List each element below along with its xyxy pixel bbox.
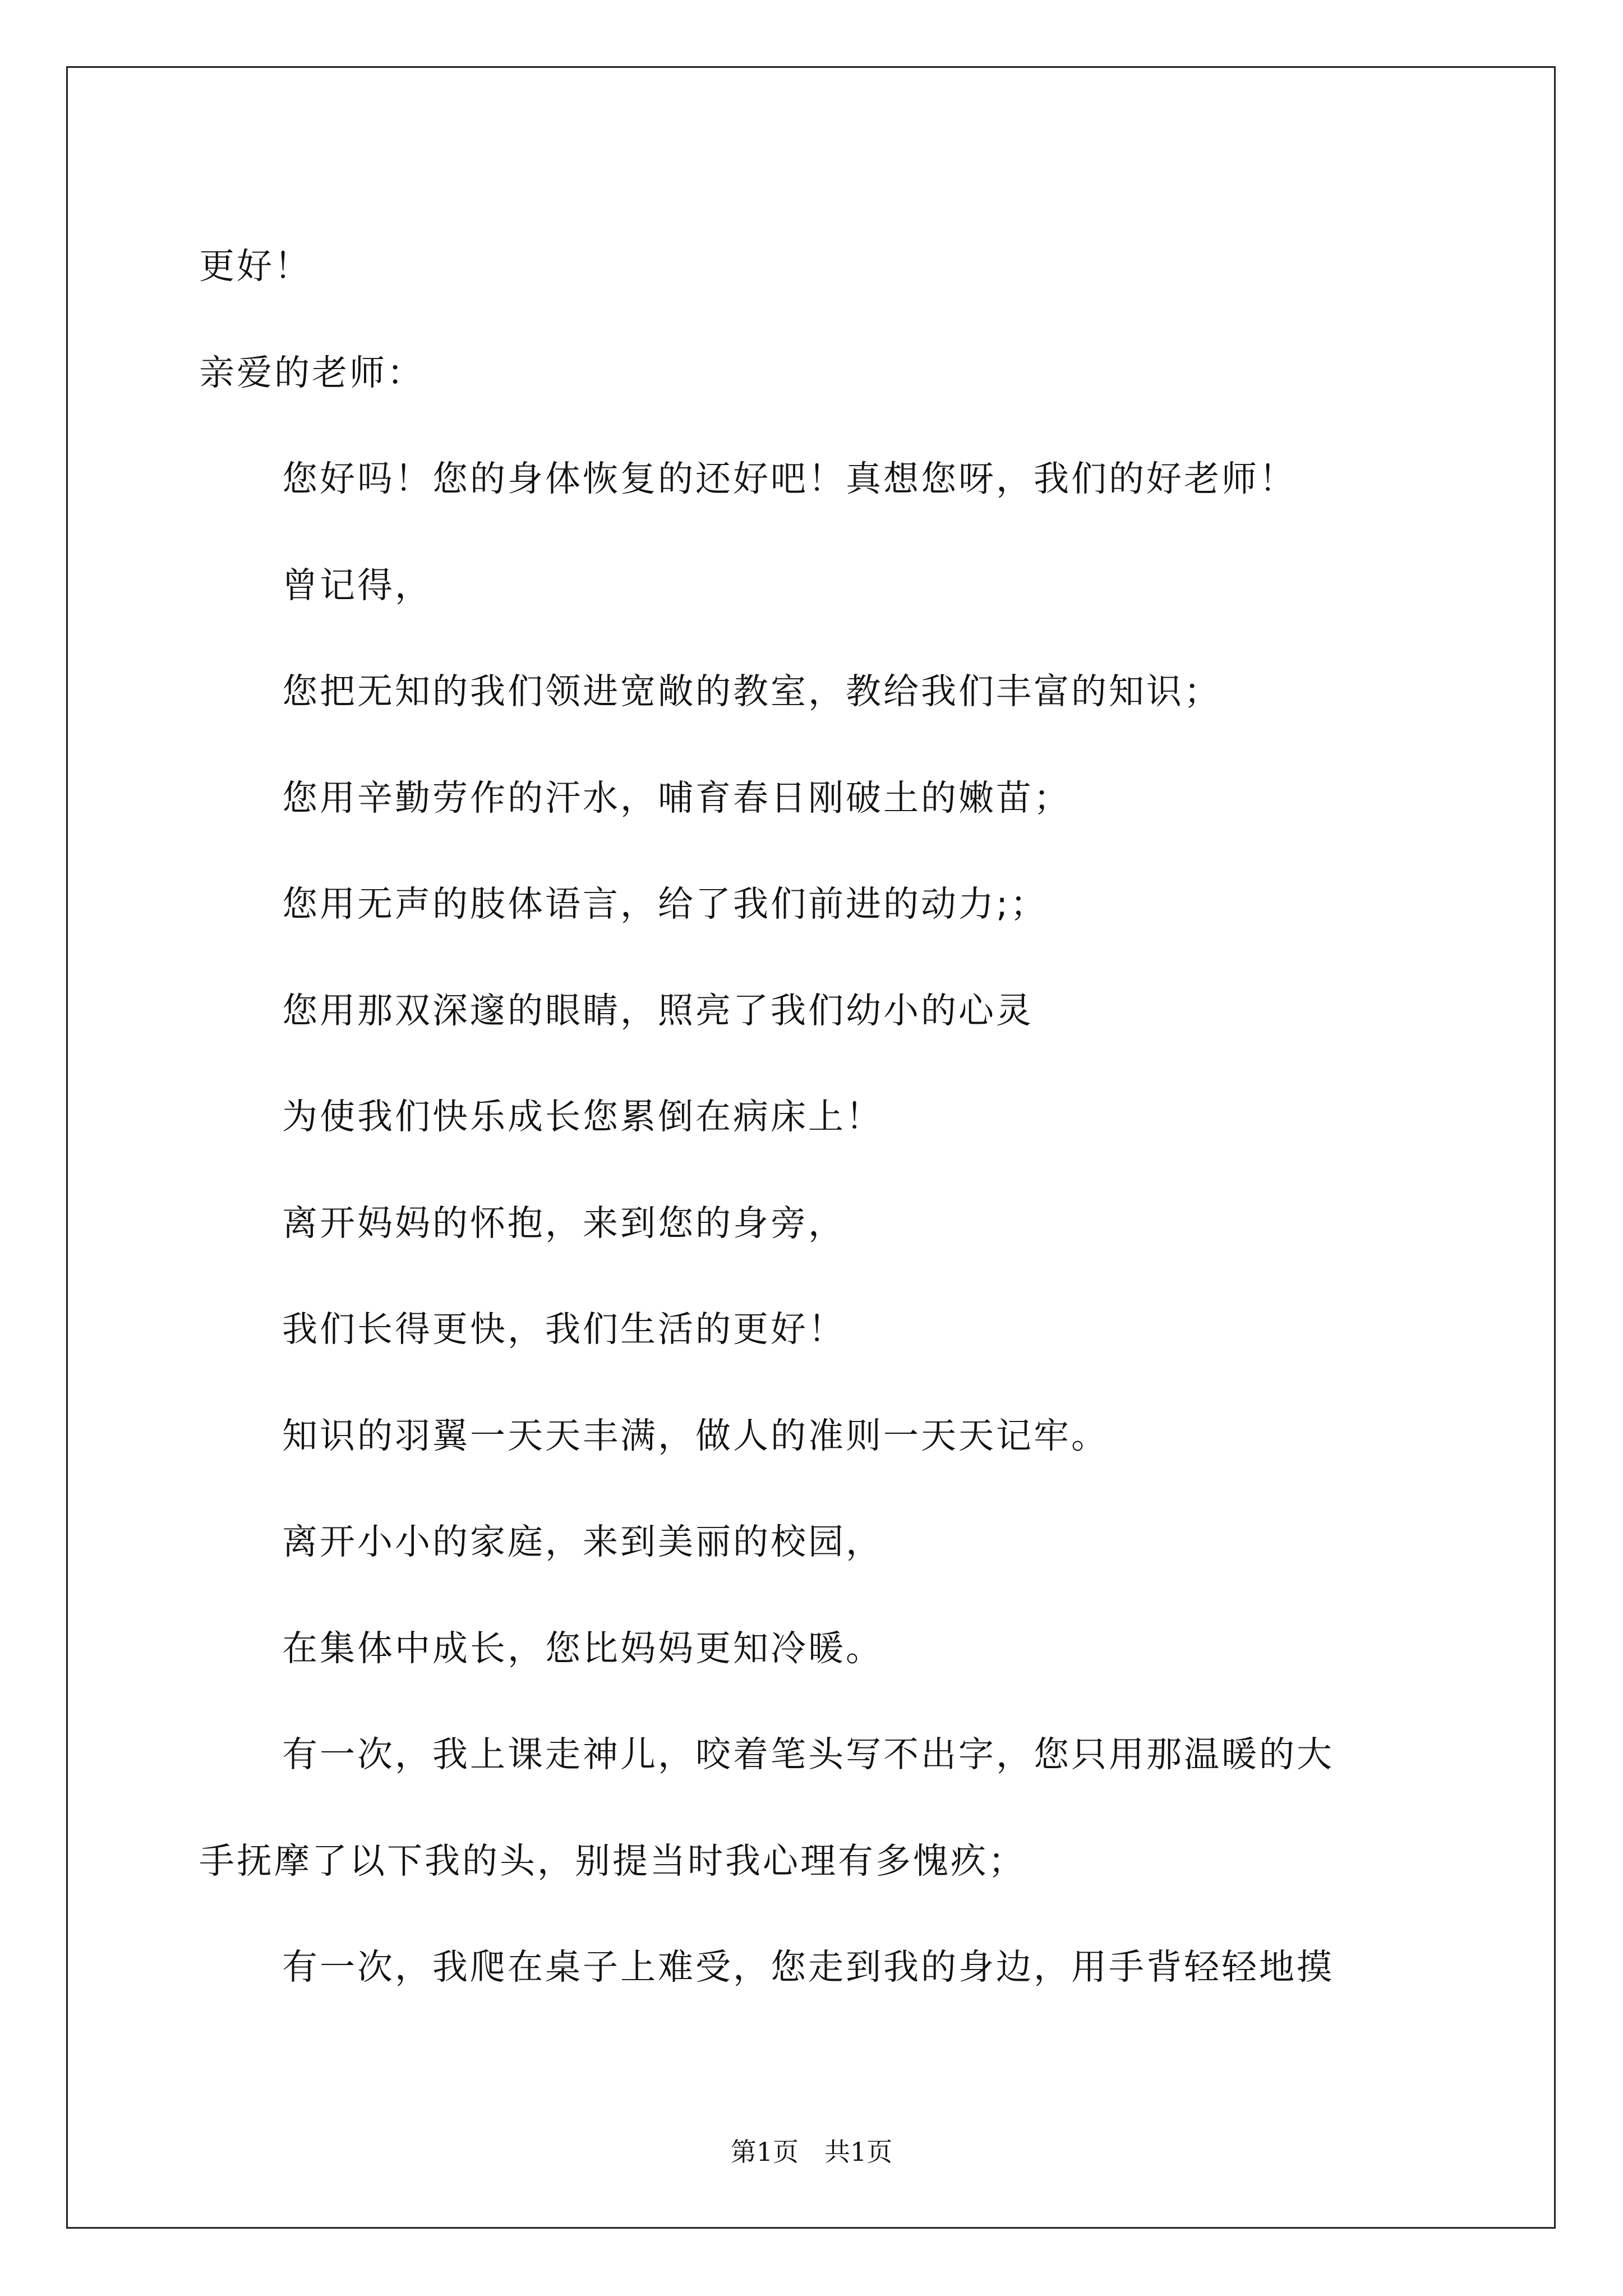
page-footer bbox=[0, 2132, 1623, 2169]
text-line: 您用那双深邃的眼睛，照亮了我们幼小的心灵 bbox=[282, 990, 1034, 1031]
text-line: 您用无声的肢体语言，给了我们前进的动力;； bbox=[282, 884, 1048, 924]
text-line: 我们长得更快，我们生活的更好！ bbox=[282, 1309, 846, 1350]
text-line: 为使我们快乐成长您累倒在病床上！ bbox=[282, 1096, 883, 1137]
text-line: 有一次，我爬在桌子上难受，您走到我的身边，用手背轻轻地摸 bbox=[282, 1947, 1334, 1987]
text-line: 离开妈妈的怀抱，来到您的身旁， bbox=[282, 1202, 846, 1244]
text-line: 您好吗！您的身体恢复的还好吧！真想您呀，我们的好老师！ bbox=[282, 458, 1297, 499]
text-line: 更好！ bbox=[199, 246, 312, 287]
page-total: 共1页 bbox=[824, 2137, 893, 2167]
text-line: 离开小小的家庭，来到美丽的校园， bbox=[282, 1521, 883, 1562]
text-line: 在集体中成长，您比妈妈更知冷暖。 bbox=[282, 1627, 883, 1669]
text-line: 有一次，我上课走神儿，咬着笔头写不出字，您只用那温暖的大 bbox=[282, 1734, 1334, 1775]
text-line: 您用辛勤劳作的汗水，哺育春日刚破土的嫩苗； bbox=[282, 777, 1071, 818]
document-body bbox=[199, 213, 1427, 2021]
text-line: 您把无知的我们领进宽敞的教室，教给我们丰富的知识； bbox=[282, 671, 1221, 712]
page-number: 第1页 bbox=[730, 2137, 799, 2167]
text-line: 知识的羽翼一天天丰满，做人的准则一天天记牢。 bbox=[282, 1415, 1109, 1456]
text-line: 曾记得， bbox=[282, 564, 432, 606]
text-line: 亲爱的老师： bbox=[199, 352, 425, 393]
text-line: 手抚摩了以下我的头，别提当时我心理有多愧疚； bbox=[199, 1840, 1026, 1881]
